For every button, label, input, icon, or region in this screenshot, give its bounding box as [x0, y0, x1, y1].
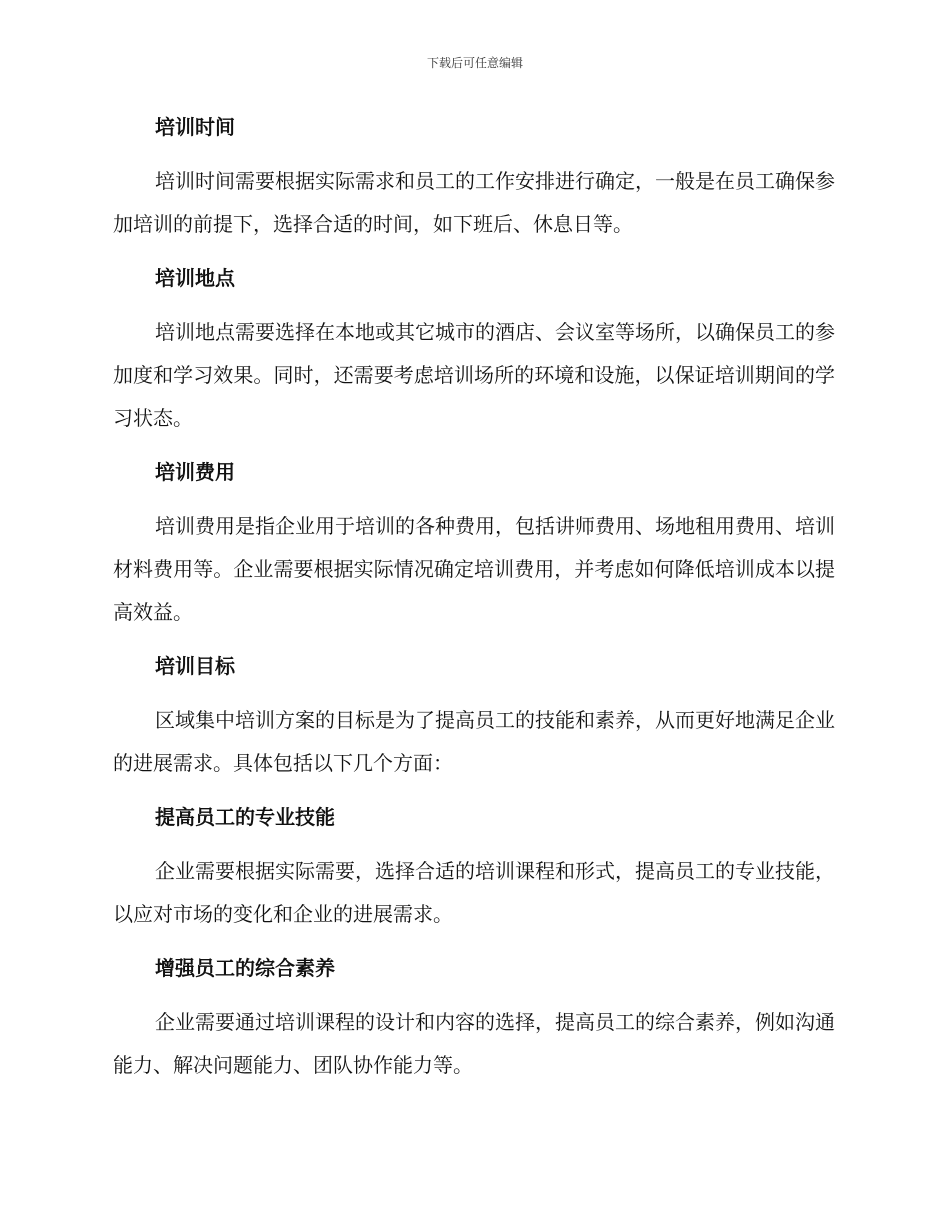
section-heading: 增强员工的综合素养: [155, 956, 335, 980]
section-comprehensive-quality: [113, 946, 835, 1087]
section-paragraph: 培训费用是指企业用于培训的各种费用，包括讲师费用、场地租用费用、培训材料费用等。企业需要根据实际情况确定培训费用，并考虑如何降低培训成本以提高效益。: [113, 514, 835, 624]
section-paragraph: 企业需要根据实际需要，选择合适的培训课程和形式，提高员工的专业技能，以应对市场的变化和企业的进展需求。: [113, 859, 835, 926]
section-heading: 培训时间: [155, 115, 235, 139]
section-paragraph: 企业需要通过培训课程的设计和内容的选择，提高员工的综合素养，例如沟通能力、解决问题能力、团队协作能力等。: [113, 1010, 835, 1077]
document-body: [113, 105, 835, 1097]
section-paragraph: 培训地点需要选择在本地或其它城市的酒店、会议室等场所，以确保员工的参加度和学习效果。同时，还需要考虑培训场所的环境和设施，以保证培训期间的学习状态。: [113, 320, 835, 430]
section-paragraph: 区域集中培训方案的目标是为了提高员工的技能和素养，从而更好地满足企业的进展需求。具体包括以下几个方面：: [113, 708, 835, 775]
section-paragraph: 培训时间需要根据实际需求和员工的工作安排进行确定，一般是在员工确保参加培训的前提下，选择合适的时间，如下班后、休息日等。: [113, 169, 835, 236]
section-heading: 培训费用: [155, 460, 235, 484]
header-note: 下载后可任意编辑: [426, 56, 523, 70]
section-heading: 培训目标: [155, 654, 235, 678]
section-training-goals: [113, 644, 835, 785]
section-training-time: [113, 105, 835, 246]
section-training-location: [113, 256, 835, 440]
section-professional-skills: [113, 795, 835, 936]
section-heading: 提高员工的专业技能: [155, 805, 335, 829]
section-training-cost: [113, 450, 835, 634]
section-heading: 培训地点: [155, 266, 235, 290]
